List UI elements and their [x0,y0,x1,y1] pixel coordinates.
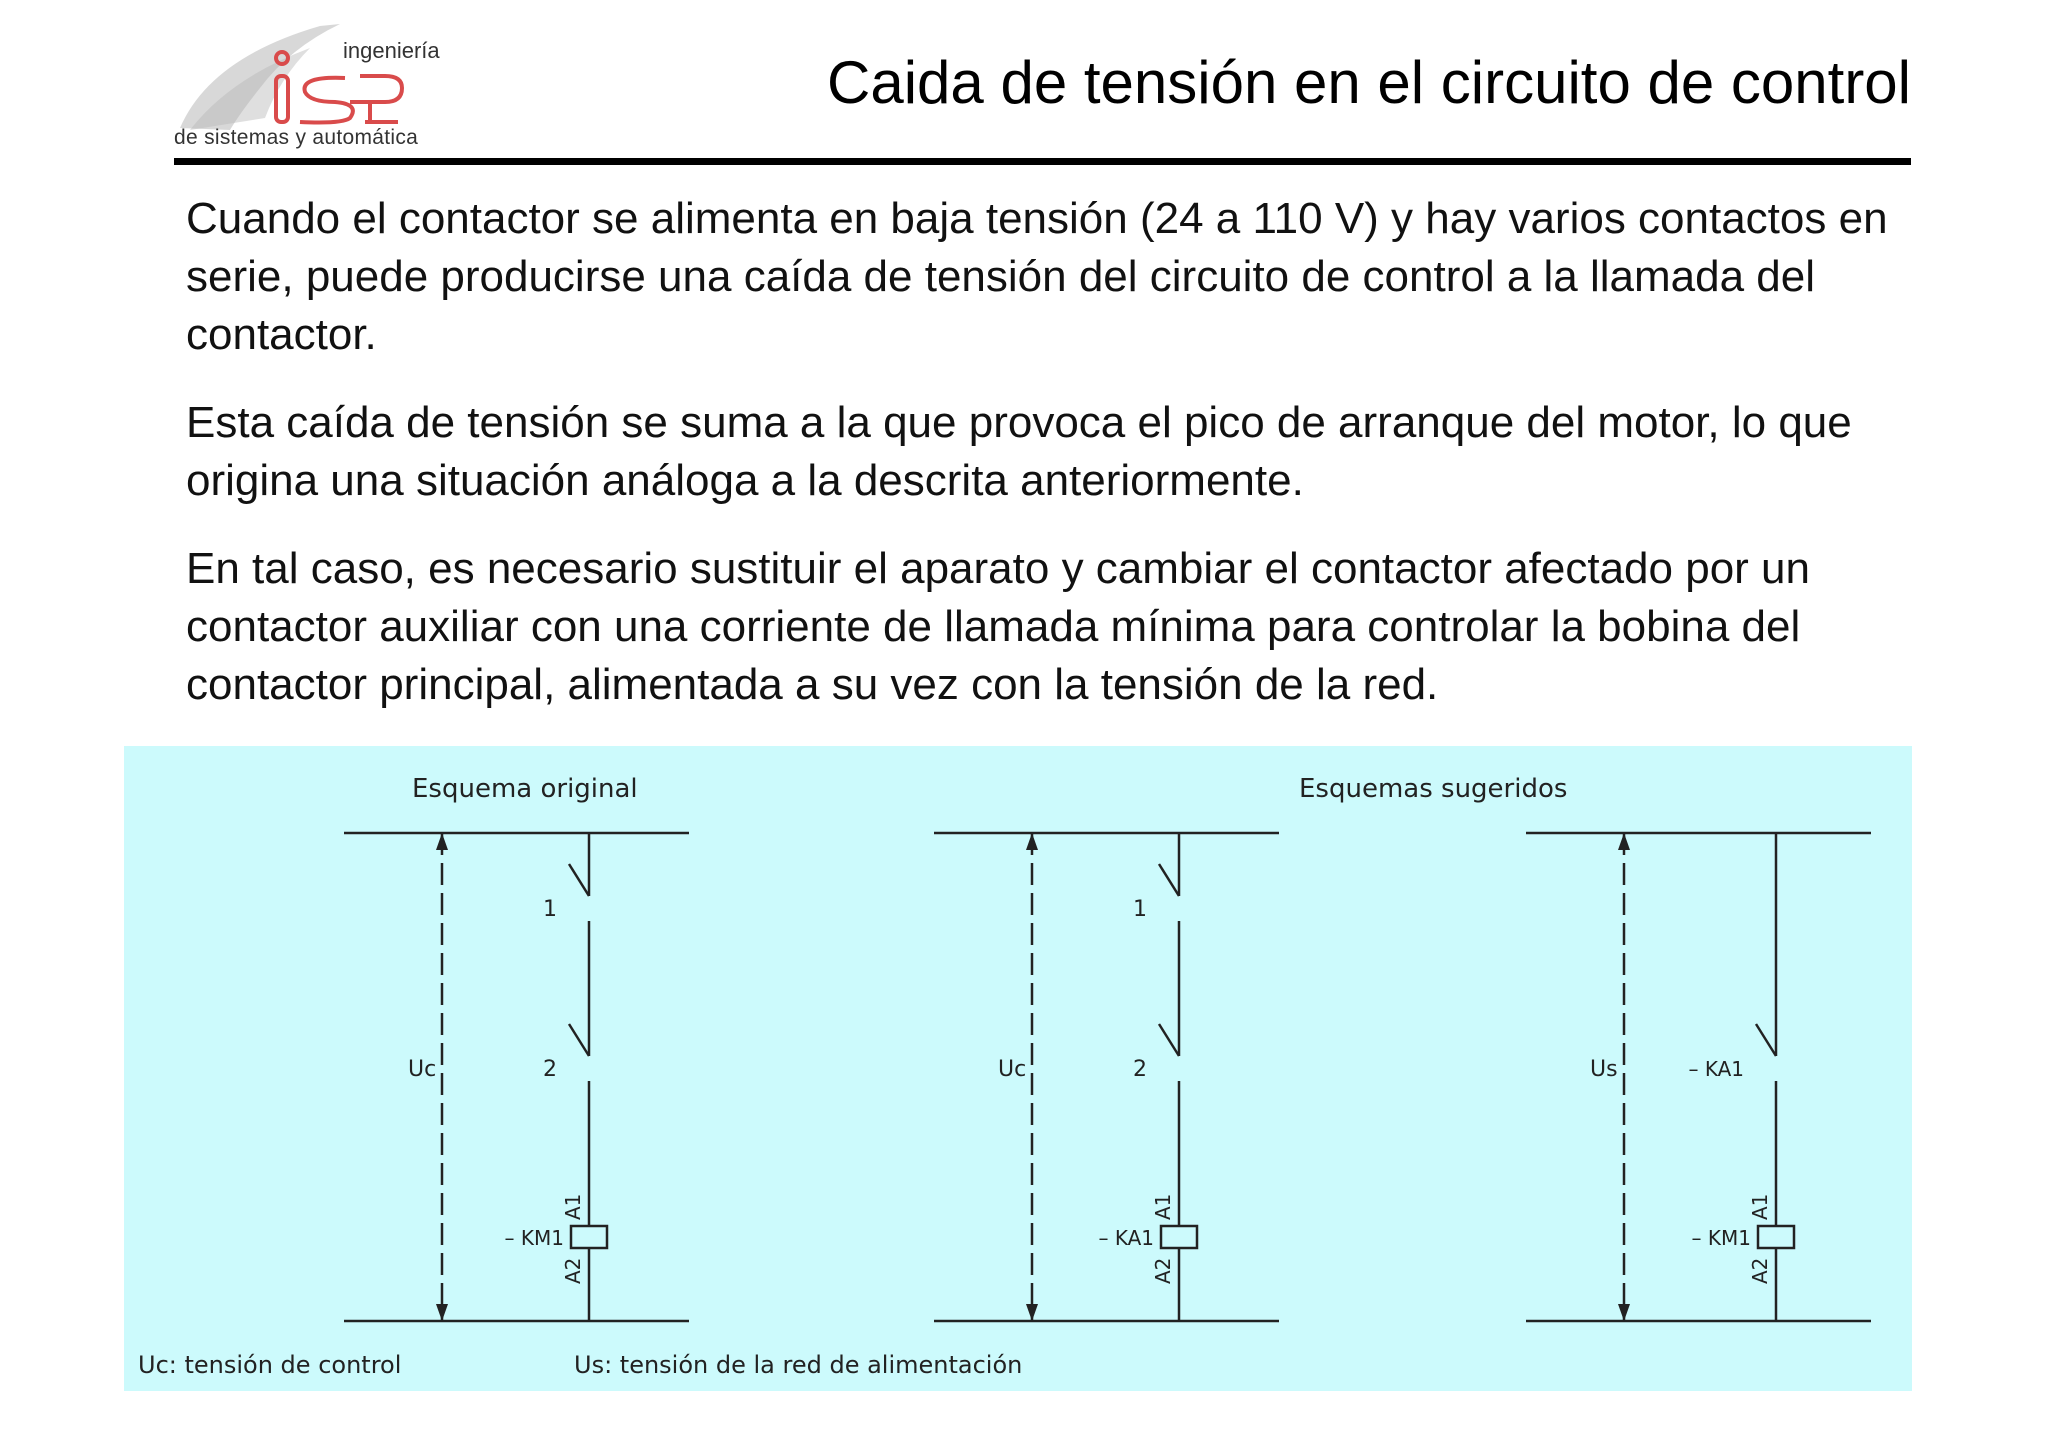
voltage-label: Uc [408,1057,437,1082]
circuit-diagram [124,746,1912,1391]
paragraph-3: En tal caso, es necesario sustituir el aparato y cambiar el contactor afectado por un contactor auxiliar con una corriente de llamada mínima para controlar la bobina del contactor principal, alimentada a su vez con la tensión de la red. [186,544,1810,709]
contact-label: 2 [1133,1057,1147,1082]
voltage-label: Uc [998,1057,1027,1082]
logo-small-text: ingeniería [343,38,440,63]
legend-us: Us: tensión de la red de alimentación [574,1351,1023,1379]
logo-swoosh [180,24,340,130]
coil-label: – KM1 [1691,1226,1751,1250]
contact-label: 1 [1133,897,1147,922]
coil-terminal-a2: A2 [561,1257,585,1284]
logo-subtitle: de sistemas y automática [174,126,419,149]
coil-terminal-a1: A1 [1151,1193,1175,1220]
coil-terminal-a2: A2 [1151,1257,1175,1284]
coil-terminal-a1: A1 [1748,1193,1772,1220]
suggested-schemes-title: Esquemas sugeridos [1299,774,1568,804]
coil-label: – KA1 [1098,1226,1154,1250]
contact-label: 1 [543,897,557,922]
coil-terminal-a2: A2 [1748,1257,1772,1284]
title-divider [174,158,1911,165]
paragraph-2: Esta caída de tensión se suma a la que provoca el pico de arranque del motor, lo que origina una situación análoga a la descrita anteriormente. [186,398,1852,505]
original-scheme-title: Esquema original [412,774,638,804]
paragraph-1: Cuando el contactor se alimenta en baja tensión (24 a 110 V) y hay varios contactos en serie, puede producirse una caída de tensión del circuito de control a la llamada del contactor. [186,194,1888,359]
coil-terminal-a1: A1 [561,1193,585,1220]
body-text [186,190,1906,744]
contact-label: 2 [543,1057,557,1082]
contact-label: – KA1 [1688,1057,1744,1081]
page-title: Caida de tensión en el circuito de control [827,49,1911,116]
legend-uc: Uc: tensión de control [138,1351,402,1379]
voltage-label: Us [1590,1057,1618,1082]
circuit-diagram-svg [124,746,1912,1391]
coil-label: – KM1 [504,1226,564,1250]
